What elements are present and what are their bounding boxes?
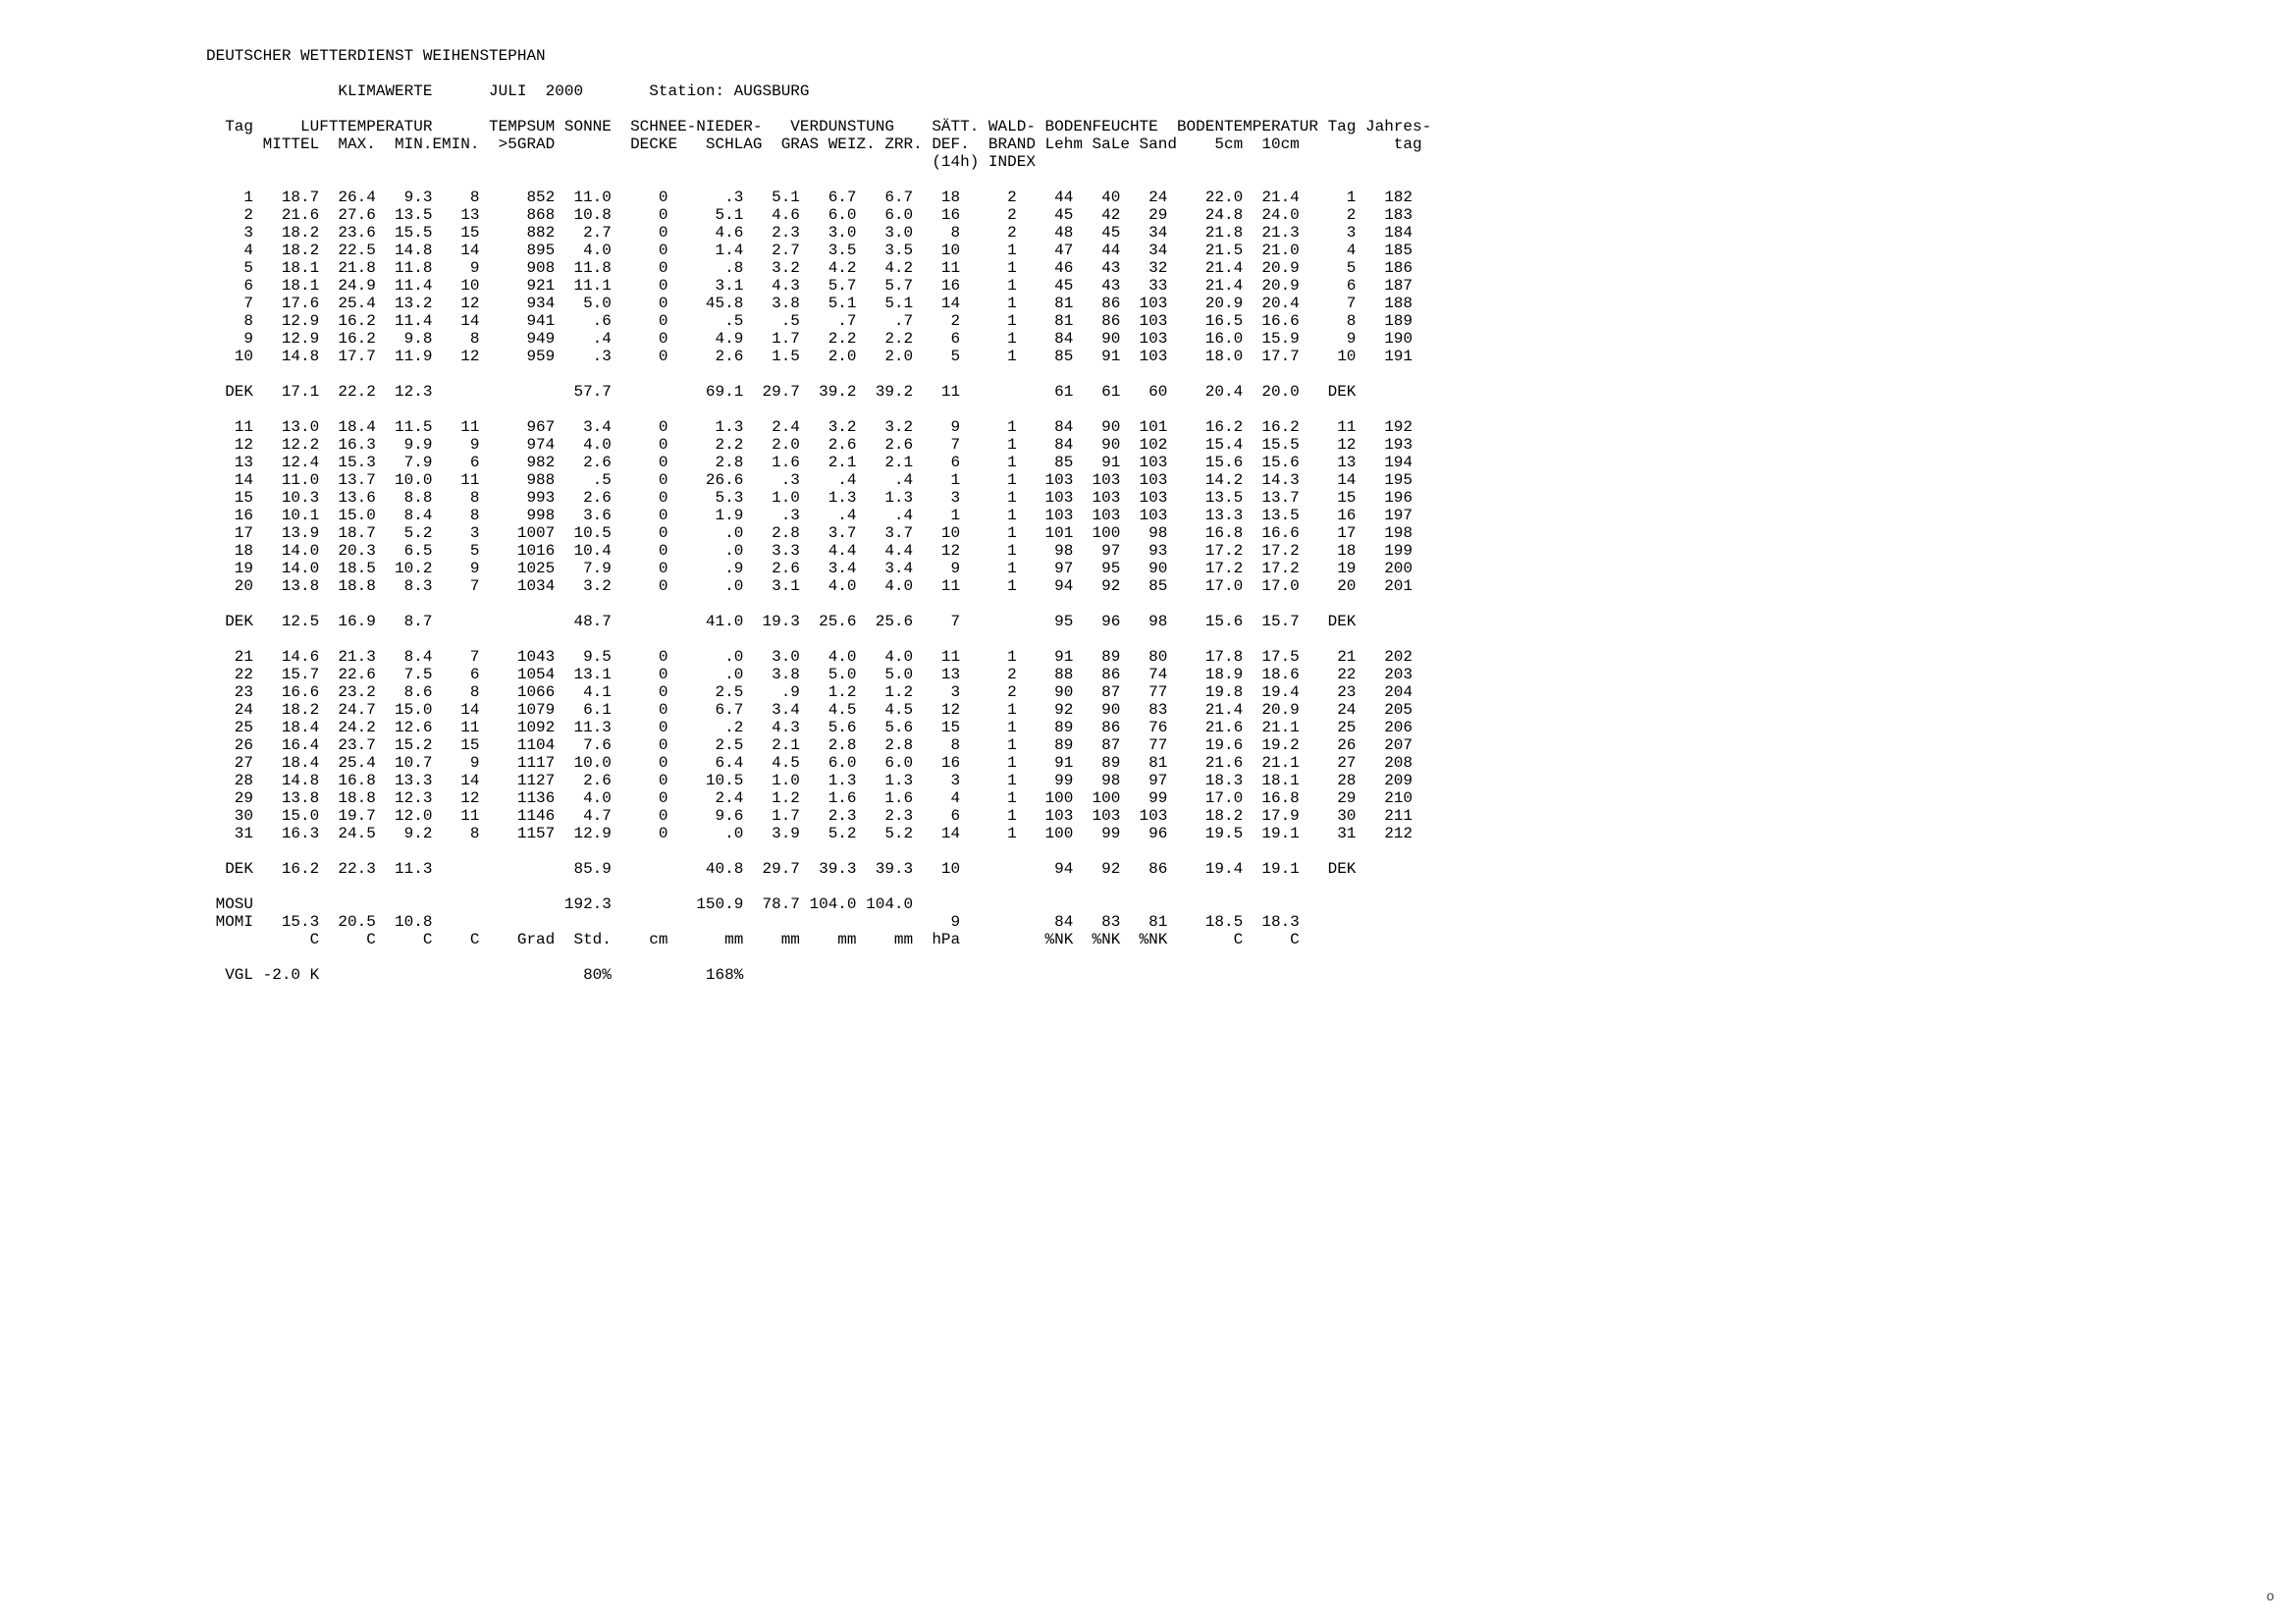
spacer [206,948,1413,966]
table-row: 19 14.0 18.5 10.2 9 1025 7.9 0 .9 2.6 3.4 3.4 9 1 97 95 90 17.2 17.2 19 200 [206,560,1413,577]
header-line-3 [206,153,1413,171]
table-row: 22 15.7 22.6 7.5 6 1054 13.1 0 .0 3.8 5.0 5.0 13 2 88 86 74 18.9 18.6 22 203 [206,666,1413,683]
table-row: 16 10.1 15.0 8.4 8 998 3.6 0 1.9 .3 .4 .4 1 1 103 103 103 13.3 13.5 16 197 [206,507,1413,524]
col-header-weiz: WEIZ. [828,135,876,153]
units-row: C C C C Grad Std. cm mm mm mm mm hPa %NK %NK %NK C C [206,931,1413,948]
station-label: Station: AUGSBURG [649,82,810,100]
col-header-tag-cont: tag [1393,135,1422,153]
col-header-niederschlag: NIEDER- [696,118,763,135]
spacer [206,171,1413,189]
momi-row: MOMI 15.3 20.5 10.8 9 84 83 81 18.5 18.3 [206,913,1413,931]
col-header-schneedecke: SCHNEE- [630,118,697,135]
col-header-14h: (14h) [932,153,980,171]
col-header-tag: Tag [225,118,254,135]
spacer [206,365,1413,383]
table-row: 1 18.7 26.4 9.3 8 852 11.0 0 .3 5.1 6.7 6.7 18 2 44 40 24 22.0 21.4 1 182 [206,189,1413,206]
table-row: 25 18.4 24.2 12.6 11 1092 11.3 0 .2 4.3 5.6 5.6 15 1 89 86 76 21.6 21.1 25 206 [206,719,1413,736]
table-row: 2 21.6 27.6 13.5 13 868 10.8 0 5.1 4.6 6.0 6.0 16 2 45 42 29 24.8 24.0 2 183 [206,206,1413,224]
spacer [206,401,1413,418]
table-row: 21 14.6 21.3 8.4 7 1043 9.5 0 .0 3.0 4.0 4.0 11 1 91 89 80 17.8 17.5 21 202 [206,648,1413,666]
decade-2-summary [206,613,1413,630]
table-row: 31 16.3 24.5 9.2 8 1157 12.9 0 .0 3.9 5.2 5.2 14 1 100 99 96 19.5 19.1 31 212 [206,825,1413,842]
table-row: 10 14.8 17.7 11.9 12 959 .3 0 2.6 1.5 2.0 2.0 5 1 85 91 103 18.0 17.7 10 191 [206,348,1413,365]
table-row: 28 14.8 16.8 13.3 14 1127 2.6 0 10.5 1.0 1.3 1.3 3 1 99 98 97 18.3 18.1 28 209 [206,772,1413,789]
table-row: 14 11.0 13.7 10.0 11 988 .5 0 26.6 .3 .4 .4 1 1 103 103 103 14.2 14.3 14 195 [206,471,1413,489]
table-row: 9 12.9 16.2 9.8 8 949 .4 0 4.9 1.7 2.2 2.2 6 1 84 90 103 16.0 15.9 9 190 [206,330,1413,348]
col-header-sand: Sand [1139,135,1177,153]
table-row: 23 16.6 23.2 8.6 8 1066 4.1 0 2.5 .9 1.2 1.2 3 2 90 87 77 19.8 19.4 23 204 [206,683,1413,701]
dek-summary-row: DEK 12.5 16.9 8.7 48.7 41.0 19.3 25.6 25.6 7 95 96 98 15.6 15.7 DEK [206,613,1413,630]
spacer [206,65,1413,82]
spacer [206,100,1413,118]
decade-3-summary [206,860,1413,878]
spacer [206,630,1413,648]
col-header-10cm: 10cm [1261,135,1300,153]
decade-2-rows [206,418,1413,595]
table-row: 4 18.2 22.5 14.8 14 895 4.0 0 1.4 2.7 3.5 3.5 10 1 47 44 34 21.5 21.0 4 185 [206,242,1413,259]
table-row: 8 12.9 16.2 11.4 14 941 .6 0 .5 .5 .7 .7 2 1 81 86 103 16.5 16.6 8 189 [206,312,1413,330]
climate-report-document [206,47,1432,984]
col-header-def: DEF. [932,135,970,153]
dek-summary-row: DEK 17.1 22.2 12.3 57.7 69.1 29.7 39.2 39.2 11 61 61 60 20.4 20.0 DEK [206,383,1413,401]
col-header-grad5: >5GRAD [498,135,556,153]
spacer [206,878,1413,895]
monthly-summary-rows [206,895,1413,948]
decade-3-rows [206,648,1413,842]
col-header-zrr: ZRR. [884,135,923,153]
vgl-row: VGL -2.0 K 80% 168% [206,966,1413,984]
col-header-sonne: SONNE [563,118,612,135]
spacer [206,842,1413,860]
header-line-2 [206,135,1422,153]
col-header-waldbrand: WALD- [988,118,1036,135]
table-row: 12 12.2 16.3 9.9 9 974 4.0 0 2.2 2.0 2.6 2.6 7 1 84 90 102 15.4 15.5 12 193 [206,436,1413,454]
col-header-mittel: MITTEL [262,135,320,153]
subtitle-line [206,82,1413,100]
page-title: DEUTSCHER WETTERDIENST WEIHENSTEPHAN [206,47,546,65]
col-header-tempsum: TEMPSUM [489,118,556,135]
spacer [206,595,1413,613]
table-row: 3 18.2 23.6 15.5 15 882 2.7 0 4.6 2.3 3.0 3.0 8 2 48 45 34 21.8 21.3 3 184 [206,224,1413,242]
table-row: 11 13.0 18.4 11.5 11 967 3.4 0 1.3 2.4 3.2 3.2 9 1 84 90 101 16.2 16.2 11 192 [206,418,1413,436]
dek-summary-row: DEK 16.2 22.3 11.3 85.9 40.8 29.7 39.3 39.3 10 94 92 86 19.4 19.1 DEK [206,860,1413,878]
table-row: 17 13.9 18.7 5.2 3 1007 10.5 0 .0 2.8 3.7 3.7 10 1 101 100 98 16.8 16.6 17 198 [206,524,1413,542]
col-header-sale: SaLe [1092,135,1130,153]
decade-1-summary [206,383,1413,401]
table-row: 5 18.1 21.8 11.8 9 908 11.8 0 .8 3.2 4.2 4.2 11 1 46 43 32 21.4 20.9 5 186 [206,259,1413,277]
table-row: 26 16.4 23.7 15.2 15 1104 7.6 0 2.5 2.1 2.8 2.8 8 1 89 87 77 19.6 19.2 26 207 [206,736,1413,754]
table-row: 6 18.1 24.9 11.4 10 921 11.1 0 3.1 4.3 5.7 5.7 16 1 45 43 33 21.4 20.9 6 187 [206,277,1413,295]
col-header-lehm: Lehm [1044,135,1083,153]
table-row: 18 14.0 20.3 6.5 5 1016 10.4 0 .0 3.3 4.4 4.4 12 1 98 97 93 17.2 17.2 18 199 [206,542,1413,560]
table-row: 15 10.3 13.6 8.8 8 993 2.6 0 5.3 1.0 1.3 1.3 3 1 103 103 103 13.5 13.7 15 196 [206,489,1413,507]
col-header-emin: EMIN. [432,135,480,153]
col-header-min: MIN. [395,135,433,153]
col-header-tag-right: Tag [1327,118,1357,135]
decade-1-rows [206,189,1413,365]
col-header-jahrestag: Jahres- [1364,118,1432,135]
col-header-max: MAX. [338,135,376,153]
table-row: 7 17.6 25.4 13.2 12 934 5.0 0 45.8 3.8 5.1 5.1 14 1 81 86 103 20.9 20.4 7 188 [206,295,1413,312]
report-period-label: JULI 2000 [489,82,584,100]
col-header-lufttemperatur: LUFTTEMPERATUR [300,118,433,135]
table-row: 30 15.0 19.7 12.0 11 1146 4.7 0 9.6 1.7 2.3 2.3 6 1 103 103 103 18.2 17.9 30 211 [206,807,1413,825]
report-type-label: KLIMAWERTE [338,82,433,100]
col-header-bodentemperatur: BODENTEMPERATUR [1176,118,1318,135]
col-header-gras: GRAS [780,135,820,153]
corner-mark: o [2266,1590,2274,1605]
comparison-rows [206,966,1413,984]
col-header-verdunstung: VERDUNSTUNG [790,118,894,135]
header-line-1 [206,118,1432,135]
col-header-brand: BRAND [988,135,1036,153]
mosu-row: MOSU 192.3 150.9 78.7 104.0 104.0 [206,895,1413,913]
col-header-decke: DECKE [630,135,678,153]
col-header-index: INDEX [988,153,1036,171]
col-header-5cm: 5cm [1214,135,1244,153]
table-row: 20 13.8 18.8 8.3 7 1034 3.2 0 .0 3.1 4.0 4.0 11 1 94 92 85 17.0 17.0 20 201 [206,577,1413,595]
table-row: 13 12.4 15.3 7.9 6 982 2.6 0 2.8 1.6 2.1 2.1 6 1 85 91 103 15.6 15.6 13 194 [206,454,1413,471]
table-row: 29 13.8 18.8 12.3 12 1136 4.0 0 2.4 1.2 1.6 1.6 4 1 100 100 99 17.0 16.8 29 210 [206,789,1413,807]
col-header-saettigung: SÄTT. [932,118,980,135]
table-row: 24 18.2 24.7 15.0 14 1079 6.1 0 6.7 3.4 4.5 4.5 12 1 92 90 83 21.4 20.9 24 205 [206,701,1413,719]
col-header-bodenfeuchte: BODENFEUCHTE [1044,118,1158,135]
col-header-schlag: SCHLAG [705,135,763,153]
table-row: 27 18.4 25.4 10.7 9 1117 10.0 0 6.4 4.5 6.0 6.0 16 1 91 89 81 21.6 21.1 27 208 [206,754,1413,772]
